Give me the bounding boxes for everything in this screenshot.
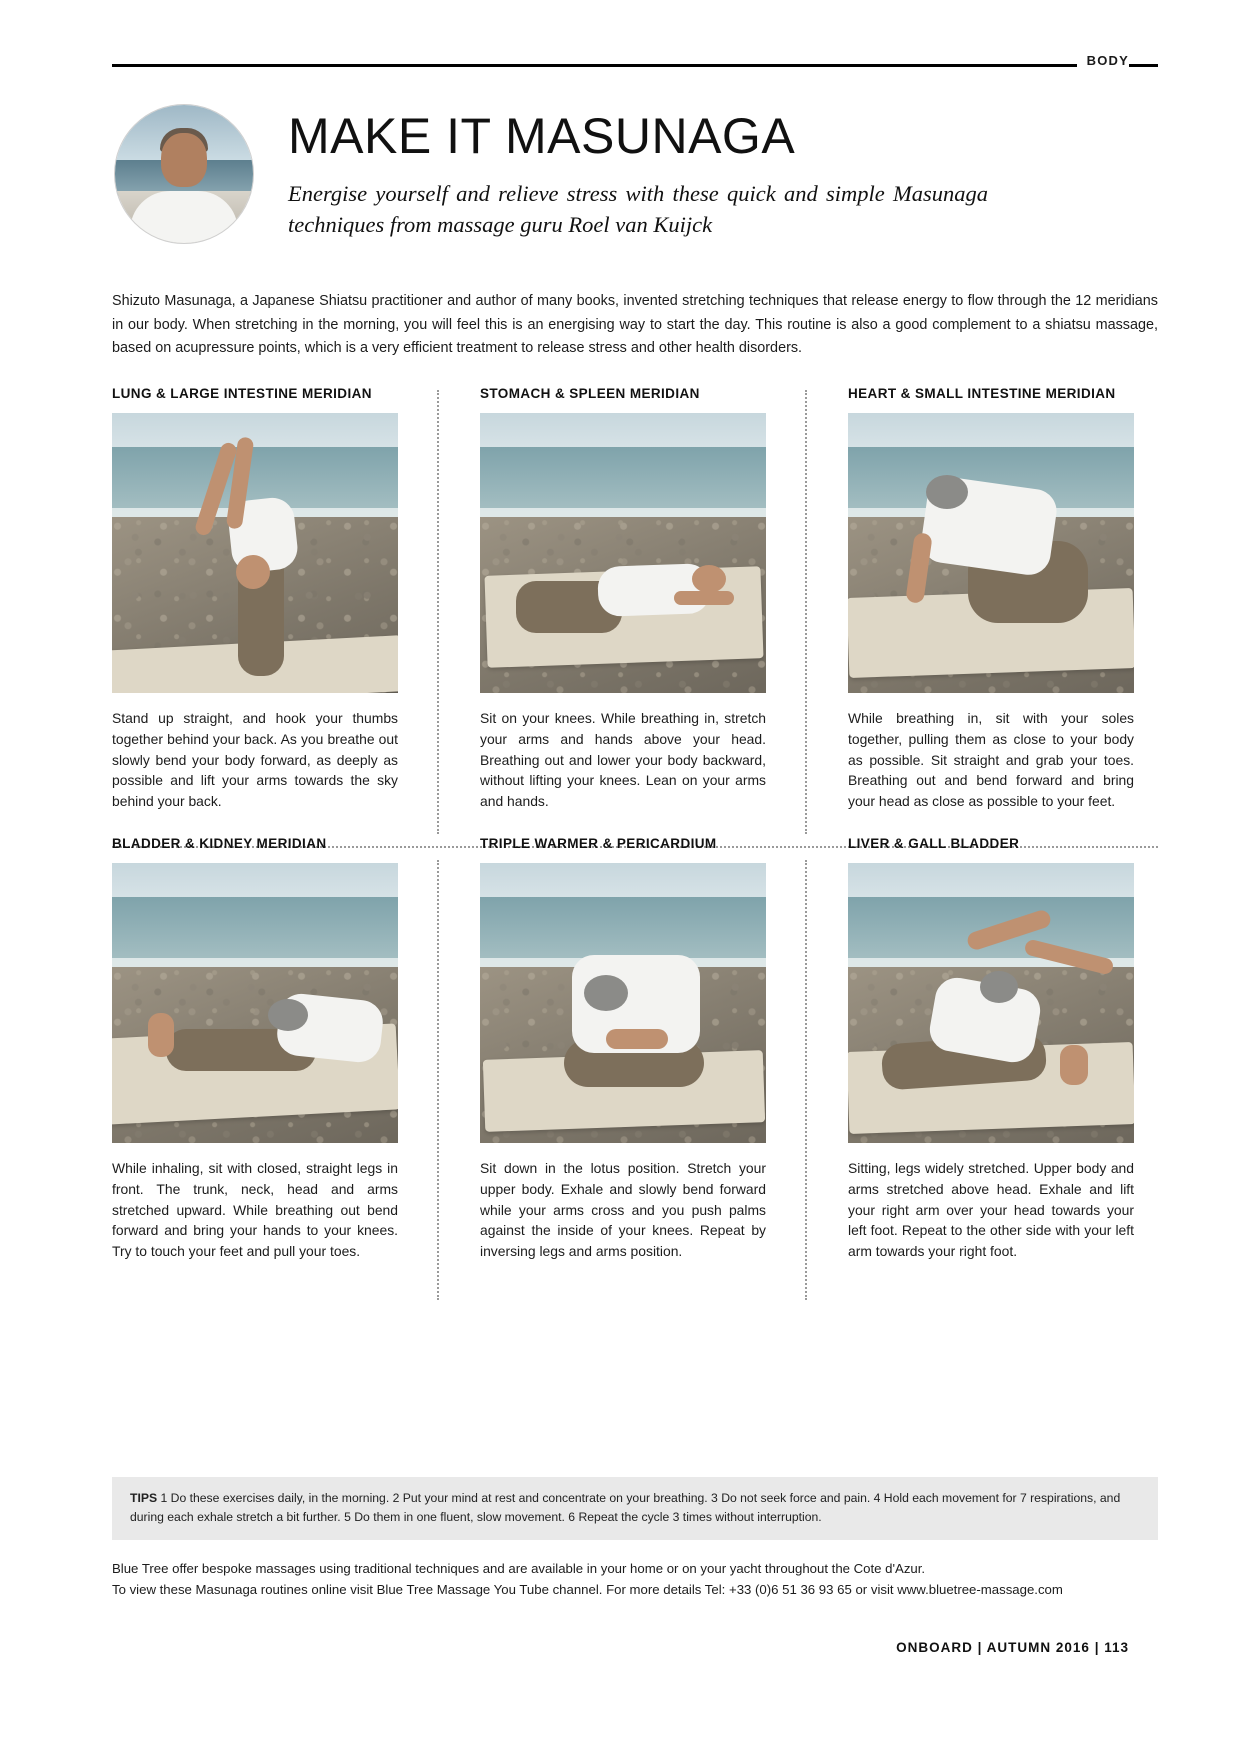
exercise-title: BLADDER & KIDNEY MERIDIAN [112, 835, 327, 851]
exercise-title: LUNG & LARGE INTESTINE MERIDIAN [112, 386, 372, 401]
exercise-photo [848, 863, 1134, 1143]
page-title: MAKE IT MASUNAGA [288, 108, 796, 164]
intro-paragraph: Shizuto Masunaga, a Japanese Shiatsu practitioner and author of many books, invented stretching techniques that release energy to flow through the 12 meridians in our body. When stretching in the morning, you will feel this is an energising way to start the day. This routine is also a good complement to a shiatsu massage, based on acupressure points, which is a very efficient treatment to release stress and other health disorders. [112, 293, 1158, 356]
exercise-card [112, 386, 422, 812]
exercise-card [480, 836, 790, 1262]
exercise-title: LIVER & GALL BLADDER [848, 835, 1020, 851]
exercise-caption: Sit down in the lotus position. Stretch your upper body. Exhale and slowly bend forward while your arms cross and you push palms against the inside of your knees. Repeat by inversing legs and arms position. [480, 1159, 766, 1260]
exercise-title: HEART & SMALL INTESTINE MERIDIAN [848, 386, 1116, 401]
avatar-head [161, 133, 207, 187]
exercise-title: STOMACH & SPLEEN MERIDIAN [480, 386, 700, 401]
exercise-photo [112, 413, 398, 693]
exercise-caption: While inhaling, sit with closed, straight legs in front. The trunk, neck, head and arms stretched upward. While breathing out bend forward and bring your hands to your knees. Try to touch your feet and pull your toes. [112, 1159, 398, 1260]
exercise-photo [848, 413, 1134, 693]
tips-label: TIPS [130, 1491, 158, 1505]
exercise-card [112, 836, 422, 1262]
exercise-photo [480, 863, 766, 1143]
exercise-card [848, 386, 1158, 812]
exercise-card [480, 386, 790, 812]
section-label: BODY [1077, 54, 1129, 68]
avatar-shirt [130, 191, 238, 244]
footer-line-1: Blue Tree offer bespoke massages using traditional techniques and are available in your home or on your yacht throughout the Cote d'Azur. [112, 1561, 926, 1576]
footer-note [112, 1558, 1158, 1600]
exercise-caption: Sit on your knees. While breathing in, stretch your arms and hands above your head. Breathing out and lower your body backward, without lifting your knees. Lean on your arms and hands. [480, 710, 766, 810]
exercise-caption: While breathing in, sit with your soles together, pulling them as close to your body as possible. Sit straight and grab your toes. Breathing out and bend forward and bring your head as close as possible to your feet. [848, 710, 1134, 810]
exercise-caption: Stand up straight, and hook your thumbs together behind your back. As you breathe out slowly bend your body forward, as deeply as possible and lift your arms towards the sky behind your back. [112, 710, 398, 810]
exercise-title: TRIPLE WARMER & PERICARDIUM [480, 835, 717, 851]
exercise-row [112, 836, 1158, 1262]
exercise-caption: Sitting, legs widely stretched. Upper body and arms stretched above head. Exhale and lift your right arm over your head towards your left foot. Repeat to the other side with your left arm towards your right foot. [848, 1159, 1134, 1260]
exercise-photo [112, 863, 398, 1143]
exercise-photo [480, 413, 766, 693]
header-rule [112, 64, 1158, 67]
tips-box [112, 1477, 1158, 1540]
page-subtitle: Energise yourself and relieve stress with these quick and simple Masunaga techniques from massage guru Roel van Kuijck [288, 181, 988, 237]
footer-line-2: To view these Masunaga routines online visit Blue Tree Massage You Tube channel. For more details Tel: +33 (0)6 51 36 93 65 or visit www.bluetree-massage.com [112, 1582, 1063, 1597]
tips-text: 1 Do these exercises daily, in the morning. 2 Put your mind at rest and concentrate on your breathing. 3 Do not seek force and pain. 4 Hold each movement for 7 respirations, and during each exhale stretch a bit further. 5 Do them in one fluent, slow movement. 6 Repeat the cycle 3 times without interruption. [130, 1491, 1121, 1524]
exercise-grid [112, 386, 1158, 1262]
exercise-card [848, 836, 1158, 1262]
page-folio: ONBOARD | AUTUMN 2016 | 113 [896, 1640, 1129, 1655]
exercise-row [112, 386, 1158, 812]
author-avatar [114, 104, 254, 244]
